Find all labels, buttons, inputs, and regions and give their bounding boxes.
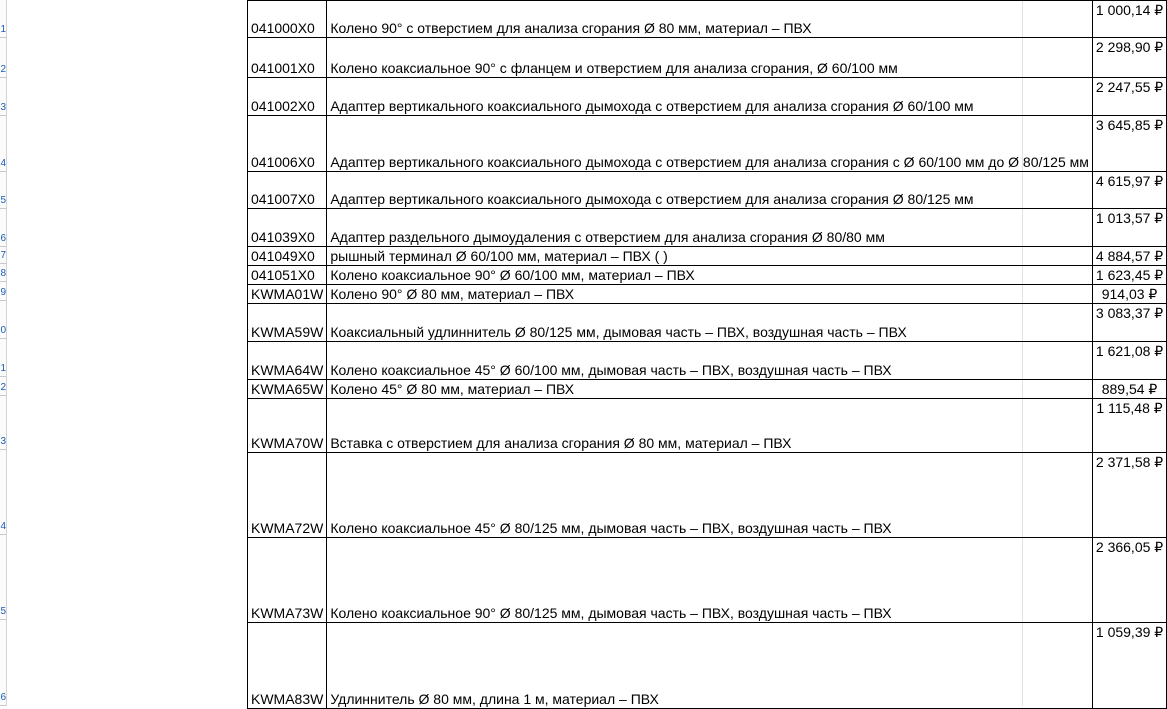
price-cell[interactable]: 2 247,55 ₽ [1092, 78, 1166, 116]
description-cell[interactable]: Удлиннитель Ø 80 мм, длина 1 м, материал – ПВХ [327, 623, 1093, 709]
row-header-separator [0, 115, 6, 116]
description-cell[interactable]: Адаптер раздельного дымоудаления с отверстием для анализа сгорания Ø 80/80 мм [327, 209, 1093, 247]
article-code-cell[interactable]: KWMA72W [248, 453, 327, 538]
price-cell[interactable]: 2 366,05 ₽ [1092, 538, 1166, 623]
table-row[interactable] [248, 342, 1167, 380]
article-code-cell[interactable]: 041049X0 [248, 247, 327, 266]
description-cell[interactable]: Колено 90° Ø 80 мм, материал – ПВХ [327, 285, 1093, 304]
article-code-cell[interactable]: KWMA83W [248, 623, 327, 709]
row-header-strip [0, 0, 7, 706]
article-code-cell[interactable]: KWMA65W [248, 380, 327, 399]
table-row[interactable] [248, 399, 1167, 453]
price-cell[interactable]: 1 013,57 ₽ [1092, 209, 1166, 247]
row-header-separator [0, 338, 6, 339]
price-cell[interactable]: 2 371,58 ₽ [1092, 453, 1166, 538]
description-cell[interactable]: рышный терминал Ø 60/100 мм, материал – ПВХ ( ) [327, 247, 1093, 266]
row-header-separator [0, 300, 6, 301]
description-cell[interactable]: Адаптер вертикального коаксиального дымохода с отверстием для анализа сгорания Ø 60/100 мм [327, 78, 1093, 116]
row-number[interactable]: 0 [0, 325, 6, 336]
article-code-cell[interactable]: KWMA73W [248, 538, 327, 623]
article-code-cell[interactable]: KWMA59W [248, 304, 327, 342]
row-header-separator [0, 208, 6, 209]
price-cell[interactable]: 1 115,48 ₽ [1092, 399, 1166, 453]
table-row[interactable] [248, 380, 1167, 399]
price-cell[interactable]: 889,54 ₽ [1092, 380, 1166, 399]
row-number[interactable]: 2 [0, 382, 6, 393]
article-code-cell[interactable]: 041007X0 [248, 172, 327, 209]
row-number[interactable]: 6 [0, 233, 6, 244]
table-row[interactable] [248, 1, 1167, 38]
article-code-cell[interactable]: 041001X0 [248, 38, 327, 78]
price-cell[interactable]: 3 083,37 ₽ [1092, 304, 1166, 342]
price-cell[interactable]: 1 623,45 ₽ [1092, 266, 1166, 285]
article-code-cell[interactable]: 041002X0 [248, 78, 327, 116]
price-cell[interactable]: 2 298,90 ₽ [1092, 38, 1166, 78]
price-cell[interactable]: 1 621,08 ₽ [1092, 342, 1166, 380]
article-code-cell[interactable]: KWMA01W [248, 285, 327, 304]
row-header-separator [0, 534, 6, 535]
row-number[interactable]: 4 [0, 521, 6, 532]
article-code-cell[interactable]: KWMA70W [248, 399, 327, 453]
description-cell[interactable]: Колено коаксиальное 90° Ø 80/125 мм, дымовая часть – ПВХ, воздушная часть – ПВХ [327, 538, 1093, 623]
table-row[interactable] [248, 247, 1167, 266]
table-row[interactable] [248, 38, 1167, 78]
price-table [247, 0, 1167, 709]
row-header-separator [0, 449, 6, 450]
row-header-separator [0, 281, 6, 282]
price-cell[interactable]: 1 000,14 ₽ [1092, 1, 1166, 38]
article-code-cell[interactable]: 041039X0 [248, 209, 327, 247]
row-header-separator [0, 171, 6, 172]
row-number[interactable]: 4 [0, 158, 6, 169]
row-number[interactable]: 5 [0, 195, 6, 206]
table-row[interactable] [248, 285, 1167, 304]
row-number[interactable]: 3 [0, 436, 6, 447]
article-code-cell[interactable]: 041051X0 [248, 266, 327, 285]
description-cell[interactable]: Адаптер вертикального коаксиального дымохода с отверстием для анализа сгорания с Ø 60/100 мм до Ø 80/125 мм [327, 116, 1093, 172]
row-number[interactable]: 8 [0, 268, 6, 279]
description-cell[interactable]: Колено 45° Ø 80 мм, материал – ПВХ [327, 380, 1093, 399]
price-cell[interactable]: 3 645,85 ₽ [1092, 116, 1166, 172]
row-header-separator [0, 77, 6, 78]
table-row[interactable] [248, 266, 1167, 285]
table-row[interactable] [248, 538, 1167, 623]
table-row[interactable] [248, 453, 1167, 538]
row-number[interactable]: 9 [0, 287, 6, 298]
row-number[interactable]: 5 [0, 606, 6, 617]
row-number[interactable]: 1 [0, 363, 6, 374]
description-cell[interactable]: Колено коаксиальное 90° Ø 60/100 мм, материал – ПВХ [327, 266, 1093, 285]
row-header-separator [0, 263, 6, 264]
description-cell[interactable]: Колено коаксиальное 45° Ø 80/125 мм, дымовая часть – ПВХ, воздушная часть – ПВХ [327, 453, 1093, 538]
description-cell[interactable]: Вставка с отверстием для анализа сгорания Ø 80 мм, материал – ПВХ [327, 399, 1093, 453]
row-number[interactable]: 6 [0, 692, 6, 703]
description-cell[interactable]: Колено коаксиальное 45° Ø 60/100 мм, дымовая часть – ПВХ, воздушная часть – ПВХ [327, 342, 1093, 380]
table-row[interactable] [248, 78, 1167, 116]
row-header-separator [0, 246, 6, 247]
description-cell[interactable]: Адаптер вертикального коаксиального дымохода с отверстием для анализа сгорания Ø 80/125 мм [327, 172, 1093, 209]
table-row[interactable] [248, 304, 1167, 342]
table-row[interactable] [248, 623, 1167, 709]
article-code-cell[interactable]: KWMA64W [248, 342, 327, 380]
row-header-separator [0, 705, 6, 706]
table-row[interactable] [248, 209, 1167, 247]
price-cell[interactable]: 4 615,97 ₽ [1092, 172, 1166, 209]
price-cell[interactable]: 914,03 ₽ [1092, 285, 1166, 304]
row-number[interactable]: 7 [0, 250, 6, 261]
description-cell[interactable]: Коаксиальный удлиннитель Ø 80/125 мм, дымовая часть – ПВХ, воздушная часть – ПВХ [327, 304, 1093, 342]
article-code-cell[interactable]: 041006X0 [248, 116, 327, 172]
price-cell[interactable]: 1 059,39 ₽ [1092, 623, 1166, 709]
row-number[interactable]: 1 [0, 24, 6, 35]
article-code-cell[interactable]: 041000X0 [248, 1, 327, 38]
description-cell[interactable]: Колено коаксиальное 90° с фланцем и отверстием для анализа сгорания, Ø 60/100 мм [327, 38, 1093, 78]
row-header-separator [0, 619, 6, 620]
row-header-separator [0, 37, 6, 38]
table-row[interactable] [248, 172, 1167, 209]
description-cell[interactable]: Колено 90° с отверстием для анализа сгорания Ø 80 мм, материал – ПВХ [327, 1, 1093, 38]
table-row[interactable] [248, 116, 1167, 172]
row-header-separator [0, 376, 6, 377]
price-cell[interactable]: 4 884,57 ₽ [1092, 247, 1166, 266]
row-header-separator [0, 395, 6, 396]
row-number[interactable]: 2 [0, 64, 6, 75]
row-number[interactable]: 3 [0, 102, 6, 113]
